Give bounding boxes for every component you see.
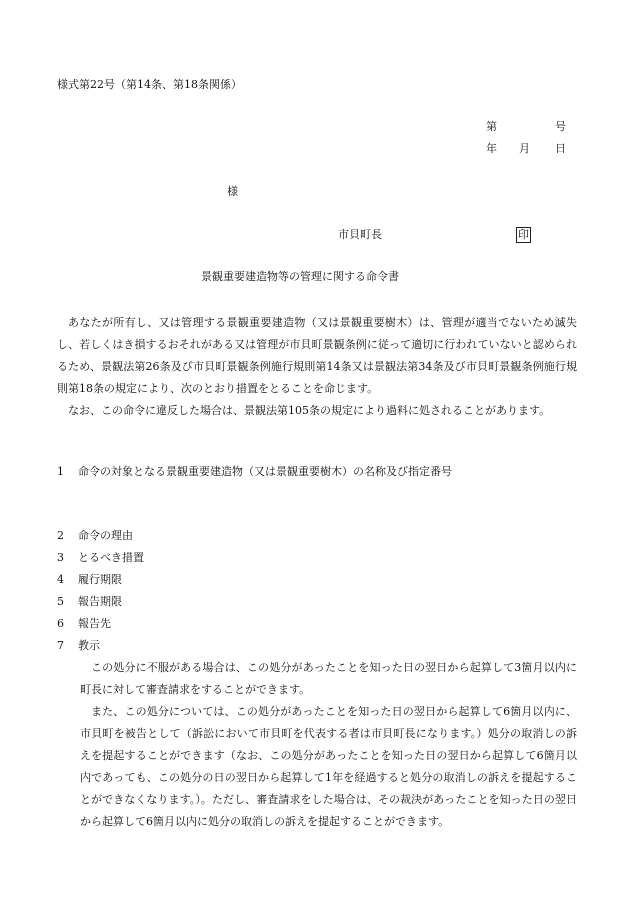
form-number: 様式第22号（第14条、第18条関係） [57,78,242,91]
doc-number-suffix: 号 [555,120,566,133]
notice-paragraph-1: この処分に不服がある場合は、この処分があったことを知った日の翌日から起算して3箇月以内に町長に対して審査請求をすることができます。 [80,661,577,696]
body-text [57,312,577,422]
notice-text [80,657,577,833]
list-item-number: 5 [57,595,64,608]
list-item-label: 命令の対象となる景観重要建造物（又は景観重要樹木）の名称及び指定番号 [78,465,452,478]
list-item-label: 報告期限 [78,595,122,608]
document-title: 景観重要建造物等の管理に関する命令書 [201,270,399,283]
body-paragraph-2: なお、この命令に違反した場合は、景観法第105条の規定により過料に処されることがあります。 [68,404,551,417]
list-item-label: とるべき措置 [78,551,144,564]
list-item-number: 6 [57,617,64,630]
date-day: 日 [555,142,566,155]
list-item-1 [57,461,452,483]
list-item-label: 教示 [78,639,100,652]
issuer: 市貝町長 [338,228,382,241]
list-item-number: 4 [57,573,64,586]
list-item-number: 3 [57,551,64,564]
list-item-4 [57,569,122,591]
seal-mark: 印 [518,228,529,241]
list-item-number: 2 [57,529,64,542]
list-item-2 [57,525,133,547]
list-item-label: 履行期限 [78,573,122,586]
list-item-5 [57,591,122,613]
doc-number-prefix: 第 [486,120,497,133]
notice-paragraph-2: また、この処分については、この処分があったことを知った日の翌日から起算して6箇月以内に、市貝町を被告として（訴訟において市貝町を代表する者は市貝町長になります。）処分の取消しの訴えを提起することができます（なお、この処分があったことを知った日の翌日から起算して6箇月以内であっても、この処分の日の翌日から起算して1年を経過すると処分の取消しの訴えを提起することができなくなります。）。ただし、審査請求をした場合は、その裁決があったことを知った日の翌日から起算して6箇月以内に処分の取消しの訴えを提起することができます。 [80,705,577,828]
list-item-7 [57,635,100,657]
body-paragraph-1: あなたが所有し、又は管理する景観重要建造物（又は景観重要樹木）は、管理が適当でないため滅失し、若しくはき損するおそれがある又は管理が市貝町景観条例に従って適切に行われていないと認められるため、景観法第26条及び市貝町景観条例施行規則第14条又は景観法第34条及び市貝町景観条例施行規則第18条の規定により、次のとおり措置をとることを命じます。 [57,316,577,395]
list-item-6 [57,613,111,635]
list-item-label: 報告先 [78,617,111,630]
date-month: 月 [519,142,530,155]
date-year: 年 [486,142,497,155]
list-item-3 [57,547,144,569]
list-item-number: 7 [57,639,64,652]
addressee-suffix: 様 [227,185,238,198]
list-item-number: 1 [57,465,64,478]
list-item-label: 命令の理由 [78,529,133,542]
